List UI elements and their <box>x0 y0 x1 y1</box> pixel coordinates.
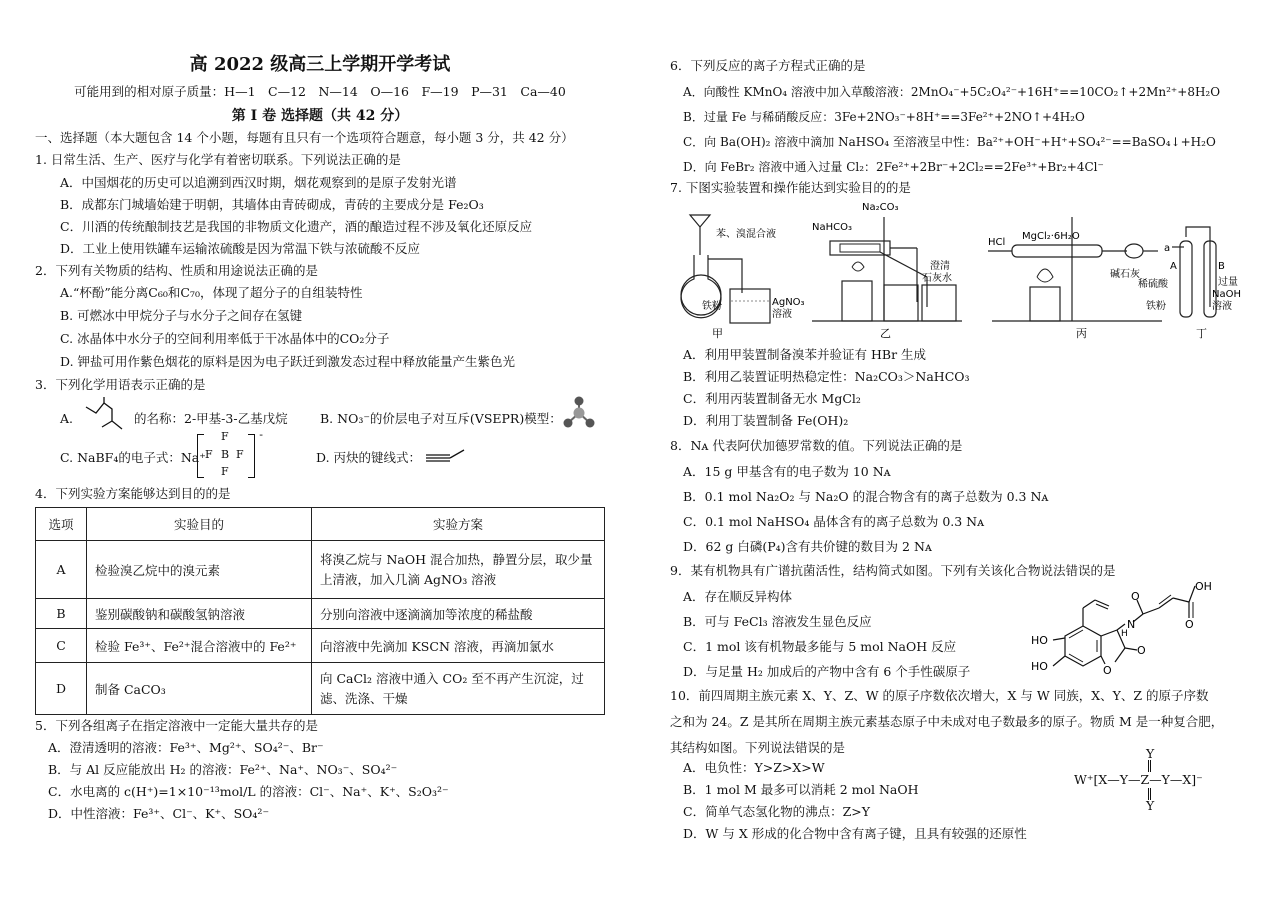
table-cell-plan: 向溶液中先滴加 KSCN 溶液，再滴加氯水 <box>312 629 605 663</box>
apparatus-yi <box>812 202 962 340</box>
table-header-row <box>36 508 605 541</box>
label-jia: 甲 <box>712 327 723 340</box>
table-cell-goal: 鉴别碳酸钠和碳酸氢钠溶液 <box>87 599 312 629</box>
q3-stem: 3．下列化学用语表示正确的是 <box>35 377 206 392</box>
q3-option-c-label: C. NaBF₄的电子式：Na⁺ <box>60 450 206 465</box>
label-bing-soda-lime: 碱石灰 <box>1110 269 1140 280</box>
q6-stem: 6．下列反应的离子方程式正确的是 <box>670 58 866 73</box>
q6-option-a: A．向酸性 KMnO₄ 溶液中加入草酸溶液：2MnO₄⁻+5C₂O₄²⁻+16H⁺==10CO₂↑+2Mn²⁺+8H₂O <box>683 85 1221 99</box>
q5-option-a: A．澄清透明的溶液：Fe³⁺、Mg²⁺、SO₄²⁻、Br⁻ <box>48 740 324 755</box>
lewis-f-right: F <box>236 448 244 461</box>
q1-option-d: D．工业上使用铁罐车运输浓硫酸是因为常温下铁与浓硫酸不反应 <box>60 241 421 256</box>
label-jia-iron: 铁粉 <box>702 301 722 312</box>
q10-formula-bottom: Y <box>1146 798 1155 813</box>
q3-option-a-text: 的名称：2-甲基-3-乙基戊烷 <box>134 411 288 426</box>
label-ding-acid: 稀硫酸 <box>1138 279 1168 290</box>
q2-option-b: B. 可燃冰中甲烷分子与水分子之间存在氢键 <box>60 308 303 323</box>
label-jia-solution: 溶液 <box>772 309 792 320</box>
q6-option-d: D．向 FeBr₂ 溶液中通入过量 Cl₂：2Fe²⁺+2Br⁻+2Cl₂==2Fe³⁺+Br₂+4Cl⁻ <box>683 160 1104 174</box>
q2-option-a: A.“杯酚”能分离C₆₀和C₇₀，体现了超分子的自组装特性 <box>60 285 363 300</box>
q2-option-d: D. 钾盐可用作紫色烟花的原料是因为电子跃迁到激发态过程中释放能量产生紫色光 <box>60 354 516 369</box>
exam-title: 高 2022 级高三上学期开学考试 <box>189 54 451 75</box>
q9-option-d: D．与足量 H₂ 加成后的产物中含有 6 个手性碳原子 <box>683 664 971 679</box>
q2-stem: 2．下列有关物质的结构、性质和用途说法正确的是 <box>35 263 318 278</box>
label-ding: 丁 <box>1196 327 1207 340</box>
q6-option-b: B．过量 Fe 与稀硝酸反应：3Fe+2NO₃⁻+8H⁺==3Fe²⁺+2NO↑+4H₂O <box>683 110 1085 124</box>
table-cell-option: C <box>36 629 87 663</box>
q9-label-ho-2: HO <box>1031 660 1048 673</box>
label-jia-mixture: 苯、溴混合液 <box>716 229 776 240</box>
table-row <box>36 663 605 715</box>
q9-option-a: A．存在顺反异构体 <box>683 589 793 604</box>
label-yi-lime-2: 石灰水 <box>922 273 952 284</box>
q1-option-c: C．川酒的传统酿制技艺是我国的非物质文化遗产，酒的酿造过程不涉及氧化还原反应 <box>60 219 533 234</box>
label-yi-nahco3: NaHCO₃ <box>812 222 852 233</box>
q5-option-c: C．水电离的 c(H⁺)=1×10⁻¹³mol/L 的溶液：Cl⁻、Na⁺、K⁺、S₂O₃²⁻ <box>48 784 449 799</box>
q3-option-d: D. 丙炔的键线式： <box>316 450 422 465</box>
label-bing: 丙 <box>1076 327 1087 340</box>
q8-option-b: B．0.1 mol Na₂O₂ 与 Na₂O 的混合物含有的离子总数为 0.3 Nᴀ <box>683 489 1049 504</box>
q9-label-o-keto: O <box>1137 644 1146 657</box>
label-jia-agno3: AgNO₃ <box>772 297 805 308</box>
table-header-plan: 实验方案 <box>312 508 605 541</box>
q5-option-d: D．中性溶液：Fe³⁺、Cl⁻、K⁺、SO₄²⁻ <box>48 806 270 821</box>
q7-stem: 7. 下图实验装置和操作能达到实验目的的是 <box>670 180 911 195</box>
vsepr-model-icon <box>560 396 598 432</box>
label-yi-lime-1: 澄清 <box>930 261 950 272</box>
label-ding-iron: 铁粉 <box>1146 301 1166 312</box>
label-yi-na2co3: Na₂CO₃ <box>862 202 899 213</box>
q9-option-b: B．可与 FeCl₃ 溶液发生显色反应 <box>683 614 872 629</box>
table-header-goal: 实验目的 <box>87 508 312 541</box>
section-title: 第 I 卷 选择题（共 42 分） <box>231 108 409 124</box>
q9-stem: 9．某有机物具有广谱抗菌活性，结构简式如图。下列有关该化合物说法错误的是 <box>670 563 1116 578</box>
q9-molecule-structure <box>1025 578 1230 680</box>
label-bing-mgcl2: MgCl₂·6H₂O <box>1022 231 1080 242</box>
label-ding-excess: 过量 <box>1218 277 1238 288</box>
q10-formula-main: W⁺[X—Y—Z—Y—X]⁻ <box>1074 772 1203 787</box>
table-cell-option: B <box>36 599 87 629</box>
table-cell-plan: 向 CaCl₂ 溶液中通入 CO₂ 至不再产生沉淀，过滤、洗涤、干燥 <box>312 663 605 715</box>
q7-option-d: D．利用丁装置制备 Fe(OH)₂ <box>683 413 849 428</box>
label-ding-tube-a: A <box>1170 261 1177 272</box>
q9-label-ho-1: HO <box>1031 634 1048 647</box>
q10-option-b: B．1 mol M 最多可以消耗 2 mol NaOH <box>683 782 919 797</box>
q6-option-c: C．向 Ba(OH)₂ 溶液中滴加 NaHSO₄ 至溶液呈中性：Ba²⁺+OH⁻+H⁺+SO₄²⁻==BaSO₄↓+H₂O <box>683 135 1216 149</box>
q4-stem: 4．下列实验方案能够达到目的的是 <box>35 486 231 501</box>
q5-stem: 5．下列各组离子在指定溶液中一定能大量共存的是 <box>35 718 318 733</box>
q1-option-b: B．成都东门城墙始建于明朝，其墙体由青砖砌成，青砖的主要成分是 Fe₂O₃ <box>60 197 484 212</box>
q10-stem-line-1: 10．前四周期主族元素 X、Y、Z、W 的原子序数依次增大，X 与 W 同族，X、Y、Z 的原子序数 <box>670 688 1209 703</box>
q1-stem: 1. 日常生活、生产、医疗与化学有着密切联系。下列说法正确的是 <box>35 152 401 167</box>
lewis-charge: - <box>259 428 263 441</box>
label-ding-tube-b: B <box>1218 261 1225 272</box>
lewis-f-bottom: F <box>221 465 229 478</box>
table-header-option: 选项 <box>36 508 87 541</box>
q9-label-o-ring: O <box>1103 664 1112 677</box>
q9-label-o-amide: O <box>1131 590 1140 603</box>
q1-option-a: A．中国烟花的历史可以追溯到西汉时期，烟花观察到的是原子发射光谱 <box>60 175 457 190</box>
q2-option-c: C. 冰晶体中水分子的空间利用率低于干冰晶体中的CO₂分子 <box>60 331 390 346</box>
q5-option-b: B．与 Al 反应能放出 H₂ 的溶液：Fe²⁺、Na⁺、NO₃⁻、SO₄²⁻ <box>48 762 398 777</box>
apparatus-ding <box>1138 227 1241 340</box>
table-cell-plan: 将溴乙烷与 NaOH 混合加热，静置分层，取少量上清液，加入几滴 AgNO₃ 溶液 <box>312 541 605 599</box>
section-instruction: 一、选择题（本大题包含 14 个小题，每题有且只有一个选项符合题意，每小题 3 分，共 42 分） <box>35 130 574 145</box>
q9-option-c: C．1 mol 该有机物最多能与 5 mol NaOH 反应 <box>683 639 957 654</box>
table-row <box>36 599 605 629</box>
q3-option-a-label: A. <box>60 411 74 426</box>
label-ding-naoh: NaOH <box>1212 289 1241 300</box>
q9-label-n: N <box>1127 618 1136 631</box>
q10-option-a: A．电负性：Y>Z>X>W <box>683 760 825 775</box>
table-cell-option: D <box>36 663 87 715</box>
table-cell-option: A <box>36 541 87 599</box>
q7-option-c: C．利用丙装置制备无水 MgCl₂ <box>683 391 861 406</box>
label-yi: 乙 <box>880 327 891 340</box>
table-cell-plan: 分别向溶液中逐滴滴加等浓度的稀盐酸 <box>312 599 605 629</box>
q8-option-d: D．62 g 白磷(P₄)含有共价键的数目为 2 Nᴀ <box>683 539 932 554</box>
q8-stem: 8．Nᴀ 代表阿伏加德罗常数的值。下列说法正确的是 <box>670 438 963 453</box>
atomic-masses: 可能用到的相对原子质量：H—1 C—12 N—14 O—16 F—19 P—31 Ca—40 <box>74 84 566 99</box>
q7-option-a: A．利用甲装置制备溴苯并验证有 HBr 生成 <box>683 347 927 362</box>
label-ding-a: a <box>1164 243 1171 254</box>
experiment-table <box>35 507 605 715</box>
lewis-f-left: F <box>205 448 213 461</box>
apparatus-figure <box>672 197 1241 340</box>
q9-label-o-acid: O <box>1185 618 1194 631</box>
q9-label-nh: H <box>1121 629 1128 639</box>
table-row <box>36 629 605 663</box>
q8-option-c: C．0.1 mol NaHSO₄ 晶体含有的离子总数为 0.3 Nᴀ <box>683 514 985 529</box>
q10-option-d: D．W 与 X 形成的化合物中含有离子键，且具有较强的还原性 <box>683 826 1027 841</box>
lewis-b-center: B <box>221 448 230 461</box>
q7-option-b: B．利用乙装置证明热稳定性：Na₂CO₃＞NaHCO₃ <box>683 369 970 384</box>
q10-formula-top: Y <box>1146 746 1155 761</box>
q10-stem-line-3: 其结构如图。下列说法错误的是 <box>670 740 846 755</box>
table-cell-goal: 检验 Fe³⁺、Fe²⁺混合溶液中的 Fe²⁺ <box>87 629 312 663</box>
q10-structure-formula <box>1074 746 1224 812</box>
label-ding-solution: 溶液 <box>1212 301 1232 312</box>
apparatus-bing <box>988 217 1162 340</box>
q10-option-c: C．简单气态氢化物的沸点：Z>Y <box>683 804 870 819</box>
q3-option-b: B. NO₃⁻的价层电子对互斥(VSEPR)模型： <box>320 411 562 426</box>
q8-option-a: A．15 g 甲基含有的电子数为 10 Nᴀ <box>683 464 891 479</box>
table-cell-goal: 制备 CaCO₃ <box>87 663 312 715</box>
apparatus-jia <box>681 215 805 340</box>
q10-stem-line-2: 之和为 24。Z 是其所在周期主族元素基态原子中未成对电子数最多的原子。物质 M 是一种复合肥， <box>670 714 1224 729</box>
table-row <box>36 541 605 599</box>
q9-label-oh-top: OH <box>1195 580 1212 593</box>
bf4-lewis-structure <box>197 428 263 480</box>
propyne-skeletal-icon <box>424 448 470 464</box>
table-cell-goal: 检验溴乙烷中的溴元素 <box>87 541 312 599</box>
q3-skeletal-structure <box>82 395 132 439</box>
lewis-f-top: F <box>221 430 229 443</box>
label-bing-hcl: HCl <box>988 237 1006 248</box>
